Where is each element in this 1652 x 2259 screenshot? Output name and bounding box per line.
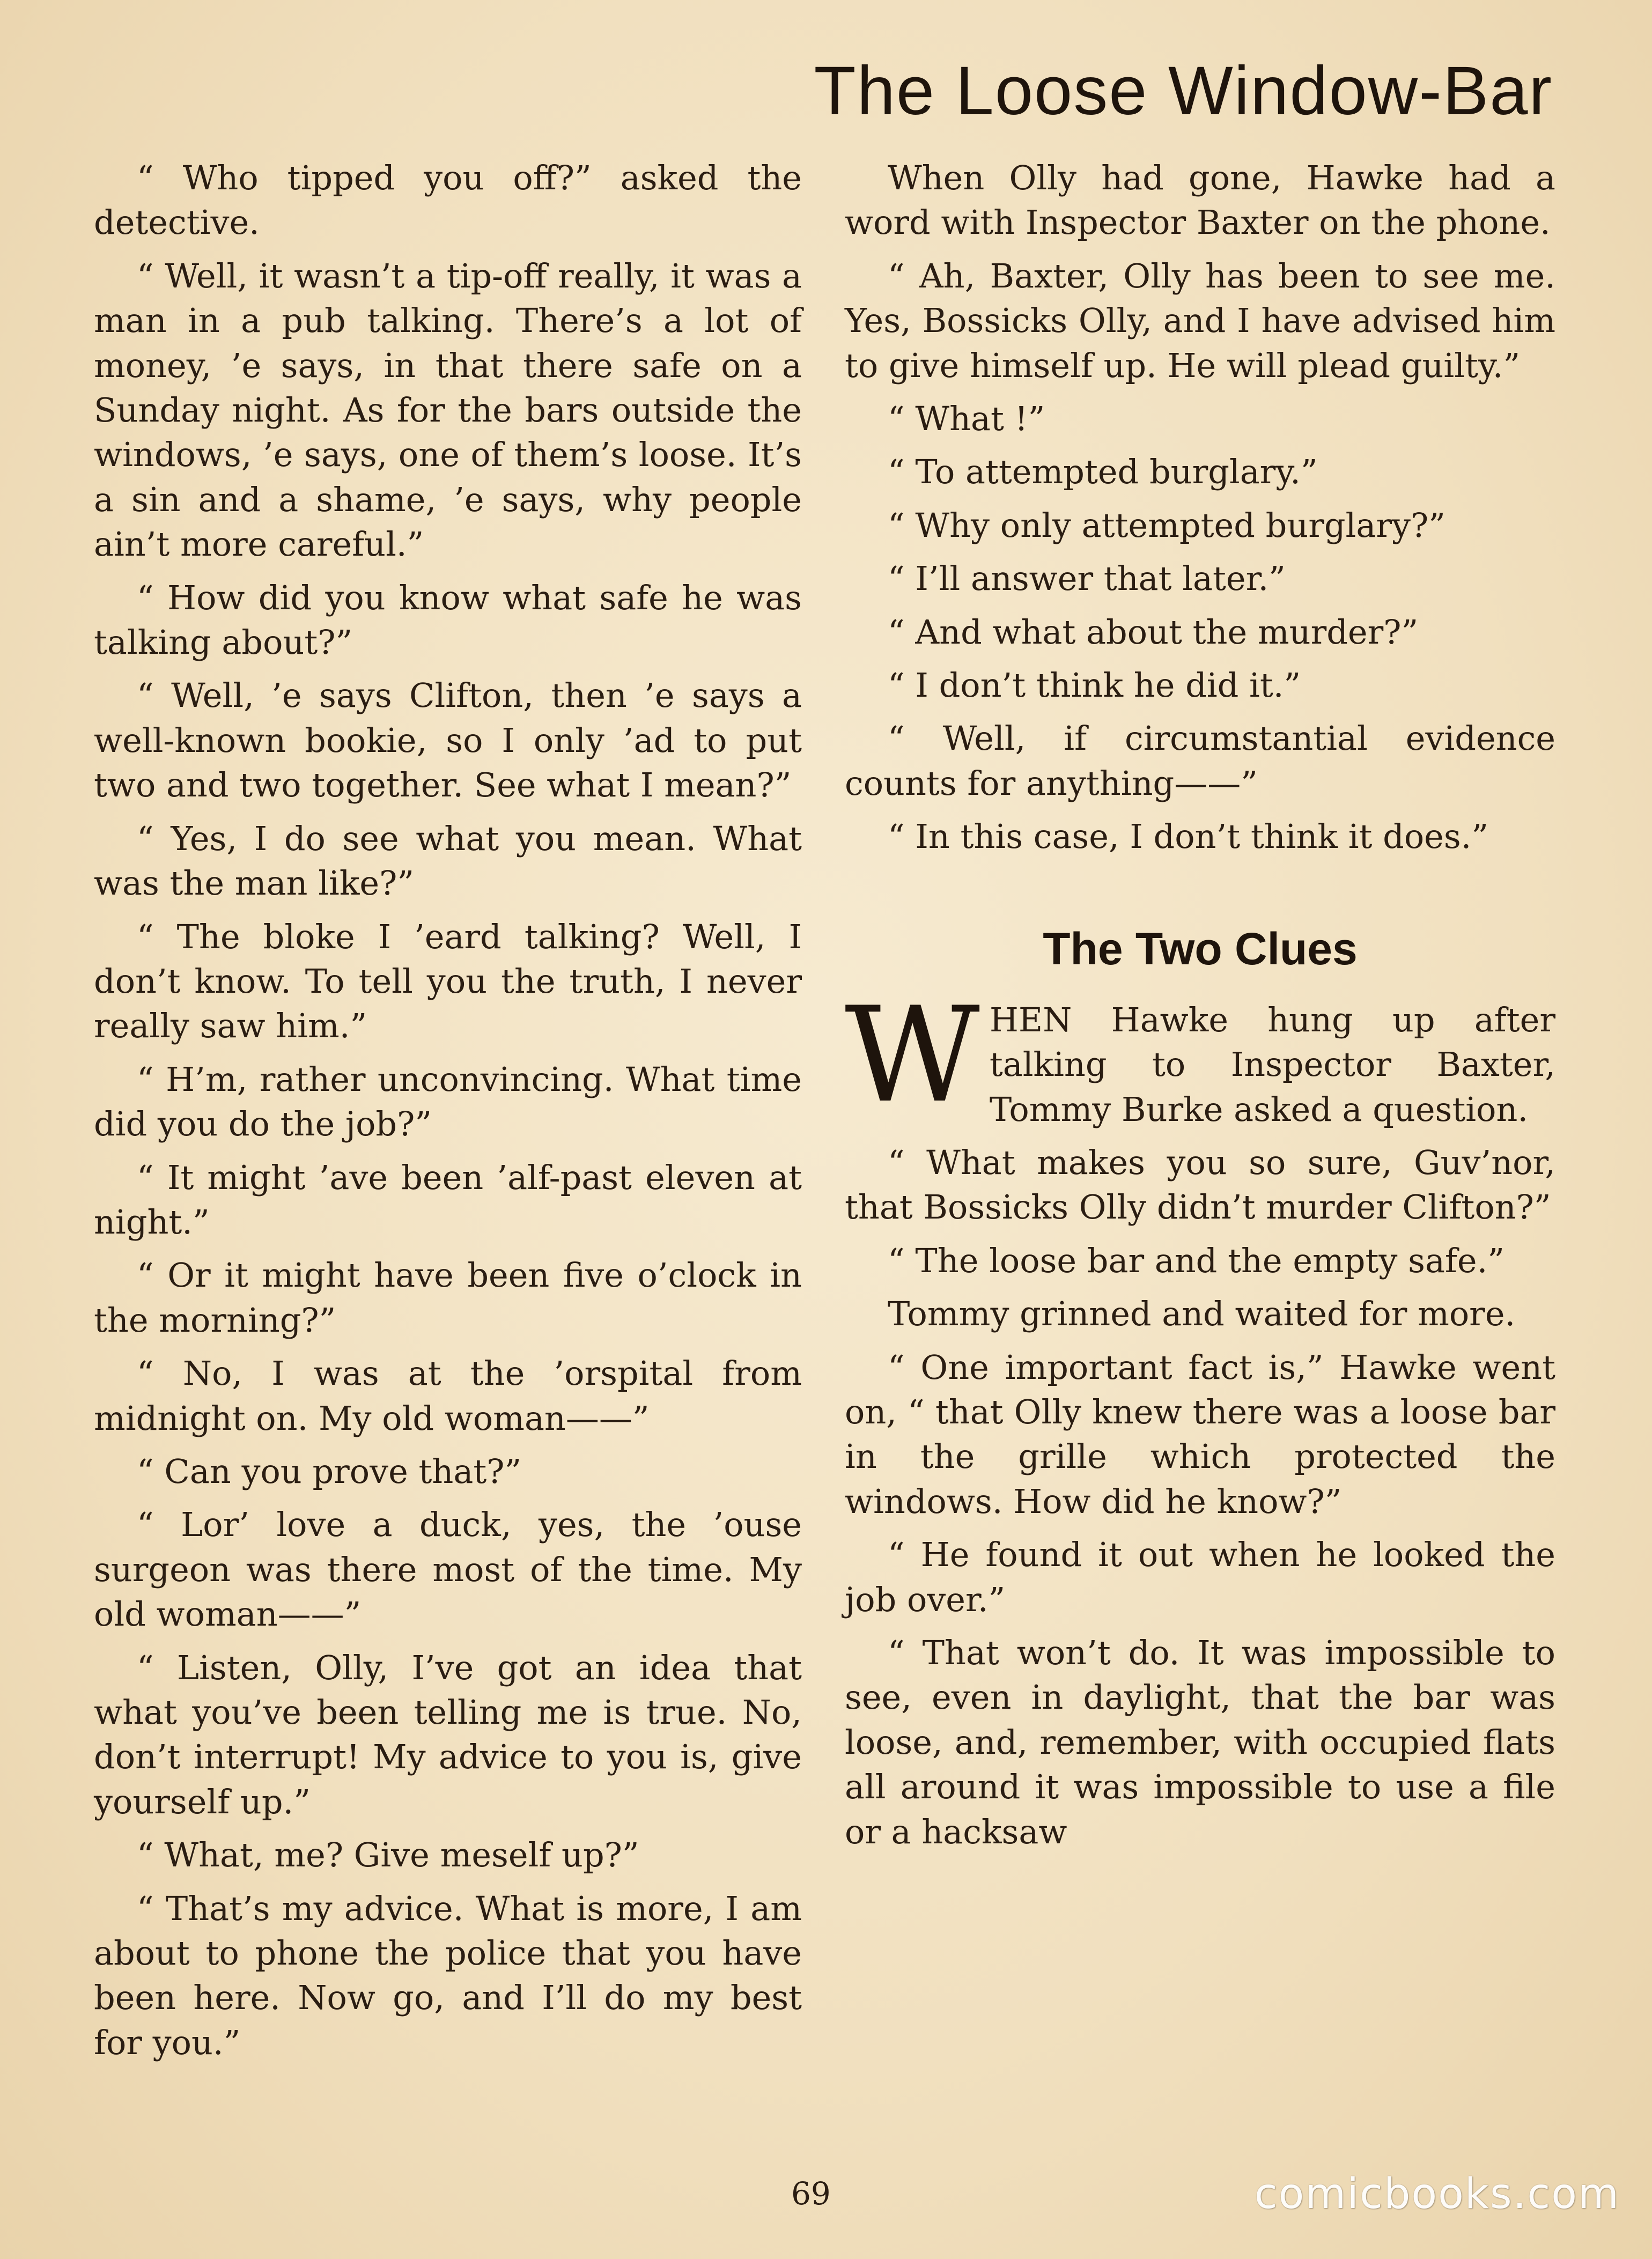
- site-watermark: comicbooks.com: [1254, 2170, 1620, 2218]
- running-head: The Loose Window-Bar: [814, 53, 1553, 129]
- drop-cap: W: [845, 978, 980, 1132]
- paragraph: “ How did you know what safe he was talking about?”: [94, 578, 802, 662]
- paragraph: “ The loose bar and the empty safe.”: [888, 1241, 1504, 1280]
- drop-cap-paragraph-text: HEN Hawke hung up after talking to Inspector Baxter, Tommy Burke asked a question.: [989, 1000, 1555, 1129]
- paragraph: “ What, me? Give meself up?”: [137, 1835, 639, 1875]
- paragraph: Tommy grinned and waited for more.: [888, 1294, 1516, 1334]
- paragraph: “ Well, ’e says Clifton, then ’e says a well-known bookie, so I only ’ad to put two and two together. See what I mean?”: [94, 676, 802, 805]
- paragraph: “ Or it might have been five o’clock in the morning?”: [94, 1256, 802, 1340]
- paragraph: When Olly had gone, Hawke had a word with Inspector Baxter on the phone.: [845, 158, 1555, 242]
- paragraph: “ To attempted burglary.”: [888, 452, 1318, 492]
- paragraph: “ In this case, I don’t think it does.”: [888, 817, 1489, 857]
- paragraph: “ No, I was at the ’orspital from midnight on. My old woman——”: [94, 1354, 802, 1438]
- paragraph: “ That’s my advice. What is more, I am about to phone the police that you have been here. Now go, and I’ll do my best for you.”: [94, 1888, 802, 2062]
- paragraph: “ Who tipped you off?” asked the detective.: [94, 158, 802, 242]
- paragraph: “ H’m, rather unconvincing. What time did you do the job?”: [94, 1059, 802, 1144]
- paragraph: “ The bloke I ’eard talking? Well, I don’t know. To tell you the truth, I never really saw him.”: [94, 917, 802, 1046]
- paragraph: “ Lor’ love a duck, yes, the ’ouse surgeon was there most of the time. My old woman——”: [94, 1505, 802, 1634]
- drop-cap-paragraph: [845, 978, 1555, 1132]
- paragraph: “ Ah, Baxter, Olly has been to see me. Yes, Bossicks Olly, and I have advised him to give himself up. He will plead guilty.”: [845, 256, 1555, 385]
- paragraph: “ Well, it wasn’t a tip-off really, it was a man in a pub talking. There’s a lot of money, ’e says, in that there safe on a Sunday night. As for the bars outside the windows, ’e says, one of them’s loose. It’s a sin and a shame, ’e says, why people ain’t more careful.”: [94, 256, 802, 564]
- section-heading: The Two Clues: [1043, 923, 1358, 974]
- right-column: [845, 156, 1555, 1863]
- paragraph: “ Can you prove that?”: [137, 1451, 522, 1491]
- paragraph: “ I don’t think he did it.”: [888, 666, 1301, 705]
- paragraph: “ What makes you so sure, Guv’nor, that Bossicks Olly didn’t murder Clifton?”: [845, 1142, 1555, 1227]
- paragraph: “ What !”: [888, 399, 1045, 439]
- paragraph: “ That won’t do. It was impossible to see, even in daylight, that the bar was loose, and, remember, with occupied flats all around it was impossible to use a file or a hacksaw: [845, 1633, 1555, 1851]
- paragraph: “ Yes, I do see what you mean. What was the man like?”: [94, 818, 802, 903]
- paragraph: “ It might ’ave been ’alf-past eleven at night.”: [94, 1157, 802, 1242]
- paragraph: “ And what about the murder?”: [888, 612, 1419, 652]
- paragraph: “ Well, if circumstantial evidence counts for anything——”: [845, 719, 1555, 803]
- paragraph: “ One important fact is,” Hawke went on, “ that Olly knew there was a loose bar in the grille which protected the windows. How did he know?”: [845, 1347, 1555, 1521]
- paragraph: “ He found it out when he looked the job over.”: [845, 1535, 1555, 1619]
- paragraph: “ Why only attempted burglary?”: [888, 505, 1446, 545]
- paragraph: “ I’ll answer that later.”: [888, 559, 1286, 599]
- left-column: [94, 156, 802, 2073]
- page-number: 69: [791, 2175, 831, 2212]
- paragraph: “ Listen, Olly, I’ve got an idea that what you’ve been telling me is true. No, don’t interrupt! My advice to you is, give yourself up.”: [94, 1648, 802, 1821]
